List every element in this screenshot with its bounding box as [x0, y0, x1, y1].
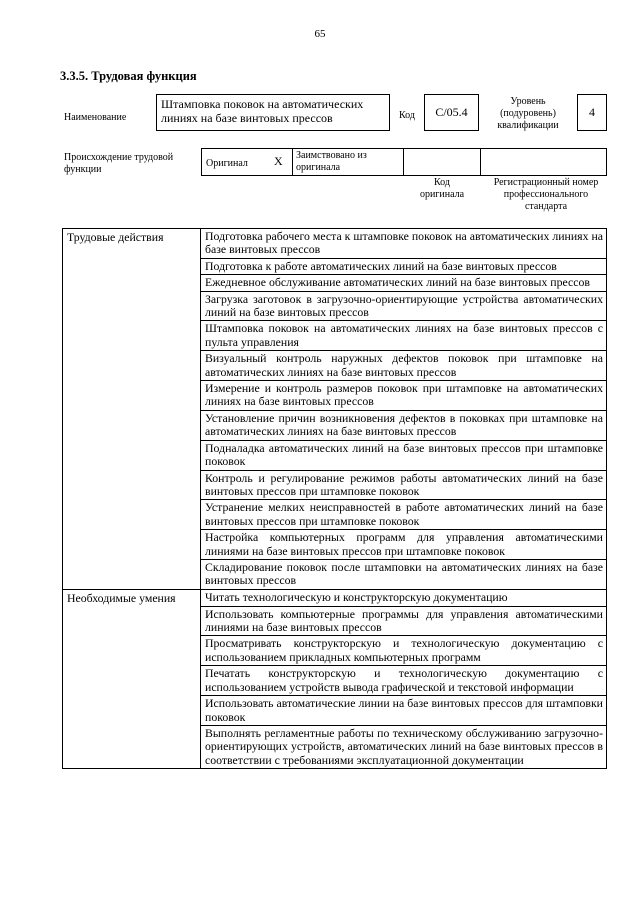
section-label — [63, 666, 201, 696]
item-text: Подготовка рабочего места к штамповке поковок на автоматических линиях на базе винтовых прессов — [201, 229, 607, 259]
section-label: Необходимые умения — [63, 589, 201, 606]
table-row — [63, 636, 607, 666]
item-text: Визуальный контроль наружных дефектов поковок при штамповке на автоматических линиях на базе винтовых прессов — [201, 351, 607, 381]
code-value: C/05.4 — [435, 105, 468, 119]
section-label — [63, 636, 201, 666]
origin-row — [201, 148, 607, 176]
item-text: Измерение и контроль размеров поковок при штамповке на автоматических линиях на базе винтовых прессов — [201, 381, 607, 411]
table-row — [63, 258, 607, 274]
table-row — [63, 606, 607, 636]
table-row — [63, 725, 607, 768]
table-row — [63, 559, 607, 589]
section-label — [63, 291, 201, 321]
original-label: Оригинал — [206, 158, 248, 169]
section-label — [63, 530, 201, 560]
code-label: Код — [399, 110, 415, 121]
section-label — [63, 500, 201, 530]
table-row — [63, 470, 607, 500]
section-label — [63, 410, 201, 440]
level-value-box — [577, 94, 607, 131]
table-row — [63, 321, 607, 351]
section-label — [63, 351, 201, 381]
divider — [480, 149, 481, 175]
item-text: Штамповка поковок на автоматических линиях на базе винтовых прессов с пульта управления — [201, 321, 607, 351]
item-text: Складирование поковок после штамповки на автоматических линиях на базе винтовых прессов — [201, 559, 607, 589]
page-number: 65 — [314, 28, 326, 40]
section-label — [63, 381, 201, 411]
divider — [292, 149, 293, 175]
item-text: Читать технологическую и конструкторскую документацию — [201, 589, 607, 606]
section-label — [63, 725, 201, 768]
section-label — [63, 696, 201, 726]
table-row — [63, 666, 607, 696]
item-text: Выполнять регламентные работы по техническому обслуживанию загрузочно-ориентирующих устройств, автоматических линий на базе винтовых прессов в соответствии с требованиями эксплуатационной документации — [201, 725, 607, 768]
table-row — [63, 291, 607, 321]
section-label — [63, 440, 201, 470]
table-row — [63, 589, 607, 606]
code-original-label: Код оригинала — [419, 177, 465, 200]
section-title: 3.3.5. Трудовая функция — [60, 69, 197, 83]
origin-label: Происхождение трудовой функции — [64, 152, 174, 175]
item-text: Контроль и регулирование режимов работы автоматических линий на базе винтовых прессов при штамповке поковок — [201, 470, 607, 500]
table-row — [63, 696, 607, 726]
item-text: Использовать компьютерные программы для управления автоматическими линиями на базе винтовых прессов — [201, 606, 607, 636]
section-label — [63, 258, 201, 274]
item-text: Ежедневное обслуживание автоматических линий на базе винтовых прессов — [201, 275, 607, 291]
name-value-box — [156, 94, 390, 131]
table-row — [63, 351, 607, 381]
item-text: Печатать конструкторскую и технологическую документацию с использованием устройств вывода графической и текстовой информации — [201, 666, 607, 696]
code-value-box — [424, 94, 479, 131]
original-mark: X — [274, 154, 283, 168]
item-text: Загрузка заготовок в загрузочно-ориентирующие устройства автоматических линий на базе винтовых прессов — [201, 291, 607, 321]
name-label: Наименование — [64, 112, 127, 123]
table-row — [63, 530, 607, 560]
table-row — [63, 410, 607, 440]
item-text: Использовать автоматические линии на базе винтовых прессов для штамповки поковок — [201, 696, 607, 726]
divider — [403, 149, 404, 175]
table-row — [63, 229, 607, 259]
reg-number-label: Регистрационный номер профессионального стандарта — [493, 177, 599, 212]
table-row — [63, 500, 607, 530]
name-value: Штамповка поковок на автоматических линиях на базе винтовых прессов — [161, 97, 364, 125]
table-row — [63, 275, 607, 291]
section-label — [63, 275, 201, 291]
section-label — [63, 470, 201, 500]
function-table — [62, 228, 607, 769]
section-label — [63, 559, 201, 589]
borrowed-label: Заимствовано из оригинала — [296, 150, 367, 173]
level-label: Уровень (подуровень) квалификации — [497, 96, 559, 131]
section-label — [63, 321, 201, 351]
item-text: Настройка компьютерных программ для управления автоматическими линиями на базе винтовых прессов при штамповке поковок — [201, 530, 607, 560]
level-value: 4 — [589, 105, 595, 119]
section-label — [63, 606, 201, 636]
table-row — [63, 440, 607, 470]
item-text: Подналадка автоматических линий на базе винтовых прессов при штамповке поковок — [201, 440, 607, 470]
item-text: Просматривать конструкторскую и технологическую документацию с использованием прикладных компьютерных программ — [201, 636, 607, 666]
item-text: Установление причин возникновения дефектов в поковках при штамповке на автоматических линиях на базе винтовых прессов — [201, 410, 607, 440]
table-row — [63, 381, 607, 411]
item-text: Подготовка к работе автоматических линий на базе винтовых прессов — [201, 258, 607, 274]
item-text: Устранение мелких неисправностей в работе автоматических линий на базе винтовых прессов при штамповке поковок — [201, 500, 607, 530]
section-label: Трудовые действия — [63, 229, 201, 259]
